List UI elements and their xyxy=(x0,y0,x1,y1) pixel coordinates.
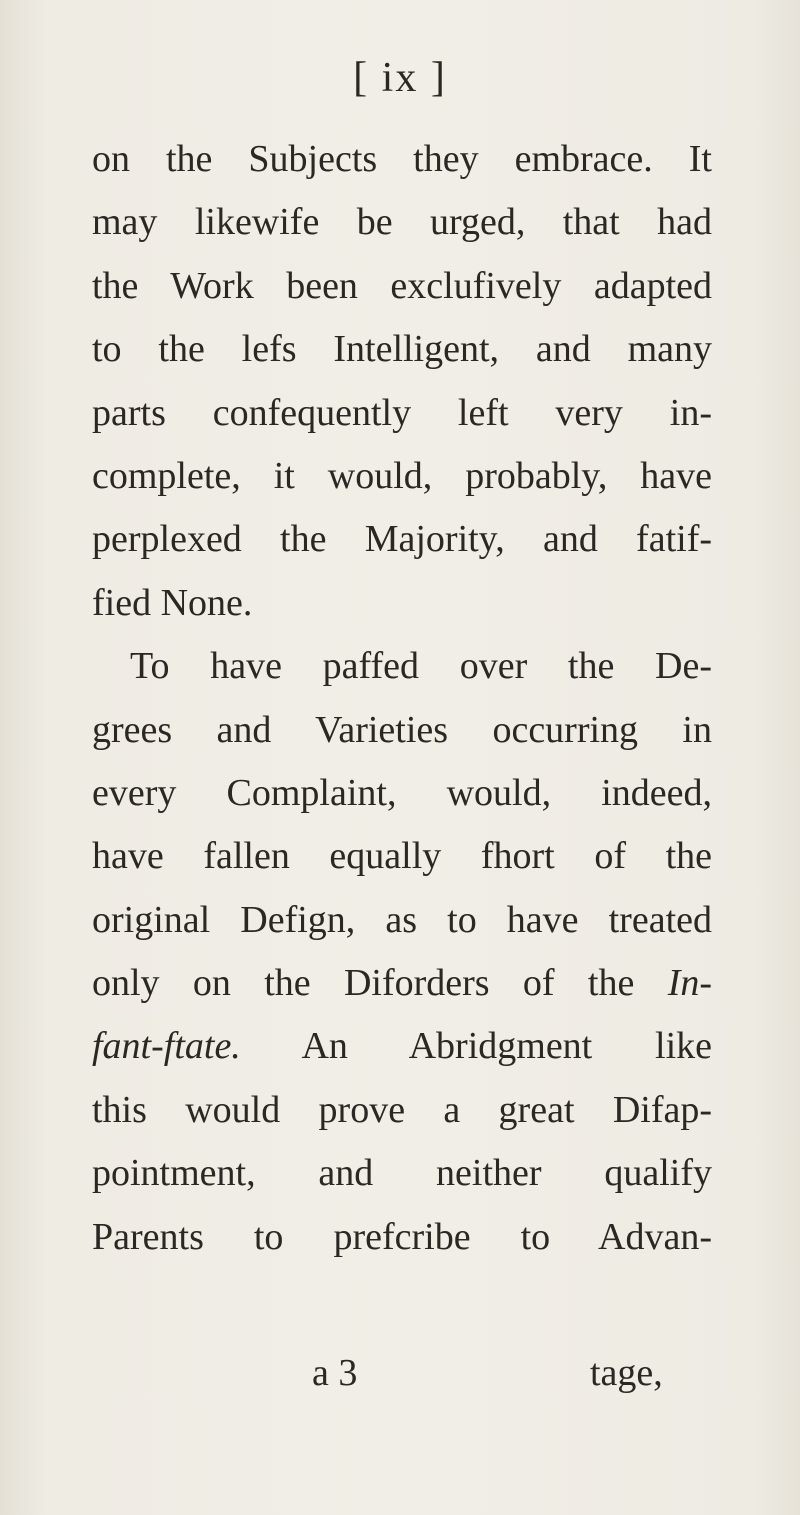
text-segment: only on the Diforders of the xyxy=(92,962,668,1005)
text-line: have fallen equally fhort of the xyxy=(92,835,712,878)
page-footer xyxy=(0,1343,800,1403)
body-text xyxy=(92,128,712,1269)
text-line: original Defign, as to have treated xyxy=(92,898,712,941)
text-line: parts confequently left very in- xyxy=(92,391,712,434)
text-line: complete, it would, probably, have xyxy=(92,454,712,497)
text-line: on the Subjects they embrace. It xyxy=(92,138,712,180)
italic-word: fant-ftate. xyxy=(92,1025,241,1068)
text-line: to the lefs Intelligent, and many xyxy=(92,328,712,371)
text-line: the Work been exclufively adapted xyxy=(92,264,712,307)
text-line: every Complaint, would, indeed, xyxy=(92,771,712,814)
text-segment: An Abridgment like xyxy=(240,1025,712,1068)
text-line: this would prove a great Difap- xyxy=(92,1088,712,1131)
signature-mark: a 3 xyxy=(312,1352,358,1394)
text-line: perplexed the Majority, and fatif- xyxy=(92,518,712,561)
text-line: fied None. xyxy=(92,581,253,624)
italic-word: In- xyxy=(667,962,712,1005)
text-line-paragraph-start: To have paffed over the De- xyxy=(130,645,712,688)
text-line xyxy=(92,952,712,1015)
text-line: pointment, and neither qualify xyxy=(92,1152,712,1195)
text-line: grees and Varieties occurring in xyxy=(92,708,712,751)
text-line: may likewife be urged, that had xyxy=(92,201,712,244)
text-line xyxy=(92,1015,712,1078)
page-number-header: [ ix ] xyxy=(353,55,447,101)
catchword: tage, xyxy=(590,1352,663,1394)
text-line: Parents to prefcribe to Advan- xyxy=(92,1215,712,1258)
